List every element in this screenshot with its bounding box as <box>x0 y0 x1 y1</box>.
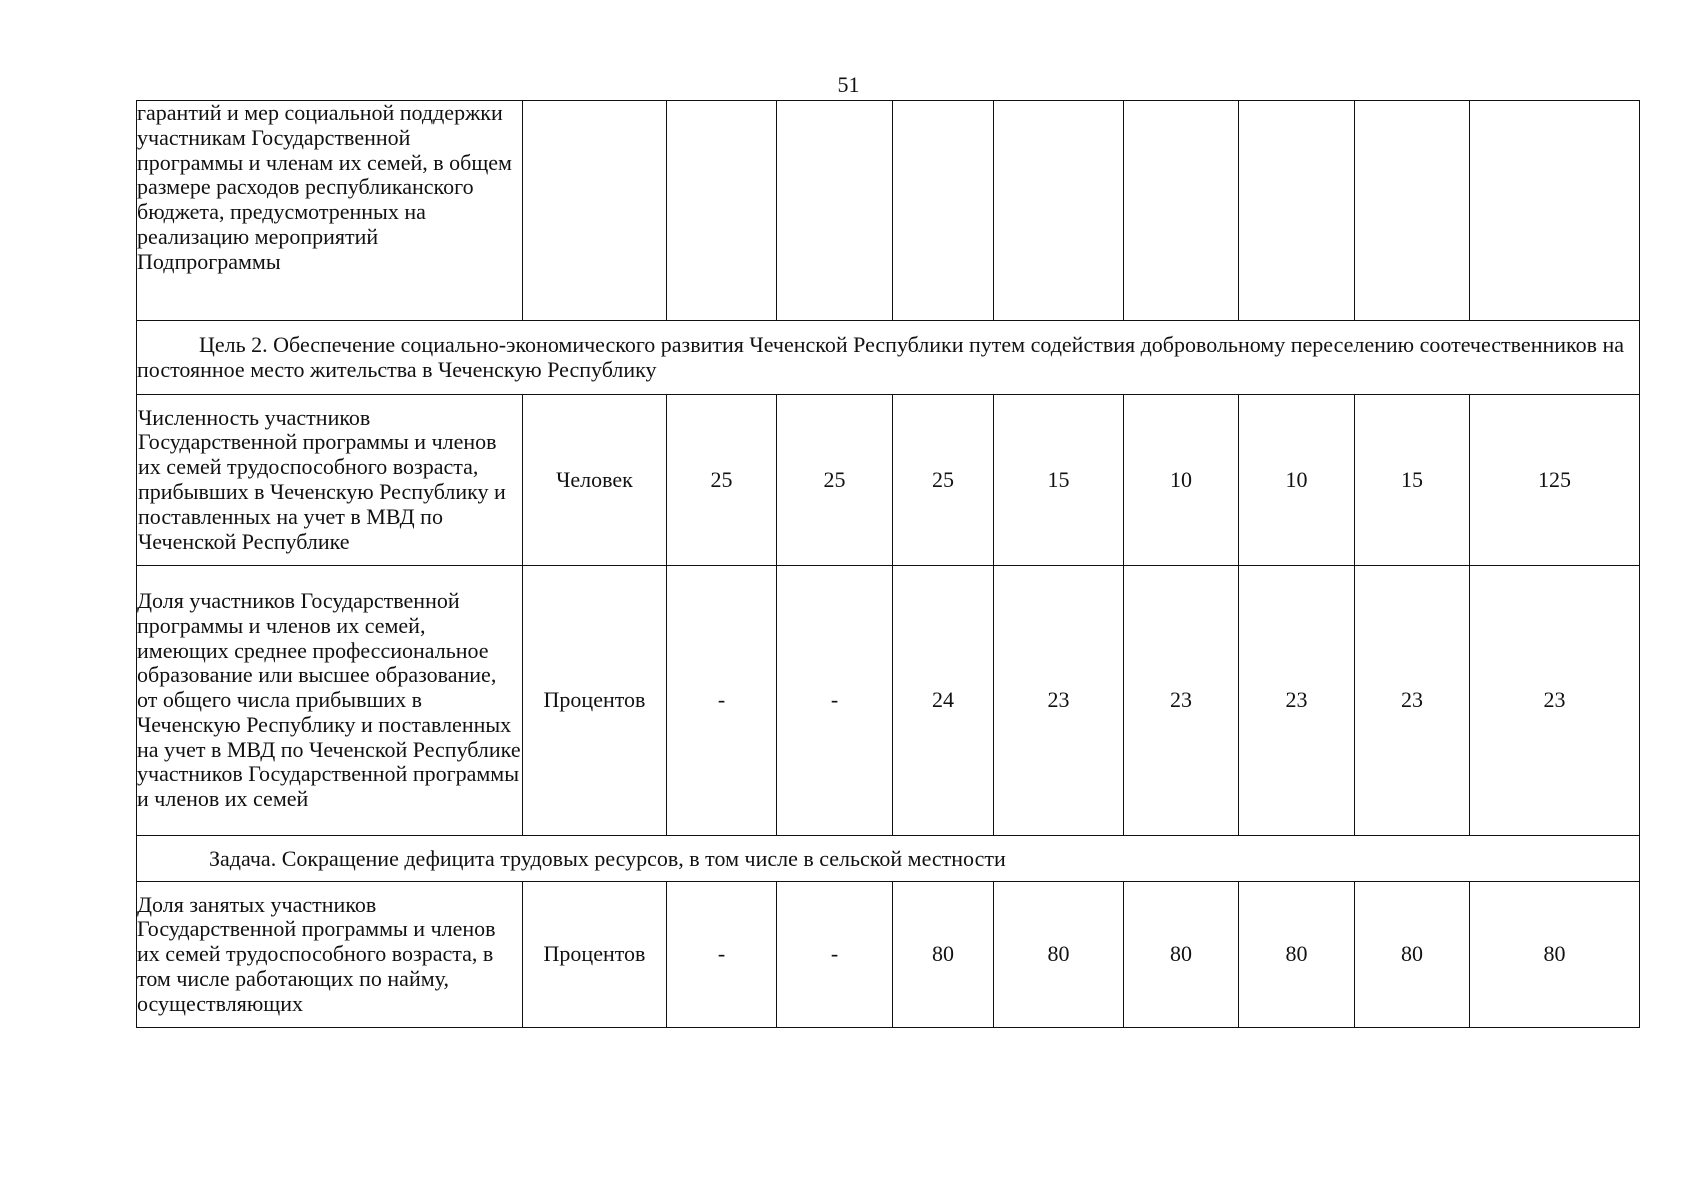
value-cell: 80 <box>893 882 994 1028</box>
indicator-label: Доля занятых участников Государственной программы и членов их семей трудоспособного возраста, в том числе работающих по найму, осуществляющих <box>137 882 523 1028</box>
unit-cell: Процентов <box>523 566 667 836</box>
indicator-label: Численность участников Государственной программы и членов их семей трудоспособного возраста, прибывших в Чеченскую Республику и поставленных на учет в МВД по Чеченской Республике <box>137 395 523 566</box>
value-cell <box>1124 101 1239 321</box>
unit-cell <box>523 101 667 321</box>
value-cell <box>667 101 777 321</box>
unit-cell: Процентов <box>523 882 667 1028</box>
value-cell: 80 <box>1470 882 1640 1028</box>
table-row <box>137 566 1640 836</box>
unit-cell: Человек <box>523 395 667 566</box>
value-cell: 80 <box>1124 882 1239 1028</box>
page-number: 51 <box>837 72 860 97</box>
value-cell <box>1355 101 1470 321</box>
value-cell: 15 <box>994 395 1124 566</box>
table-row <box>137 836 1640 882</box>
indicator-label: гарантий и мер социальной поддержки участникам Государственной программы и членам их семей, в общем размере расходов республиканского бюджета, предусмотренных на реализацию мероприятий Подпрограммы <box>137 101 523 321</box>
value-cell <box>994 101 1124 321</box>
value-cell: 24 <box>893 566 994 836</box>
value-cell: 15 <box>1355 395 1470 566</box>
value-cell: 25 <box>893 395 994 566</box>
value-cell <box>1470 101 1640 321</box>
table-row <box>137 882 1640 1028</box>
table-row <box>137 101 1640 321</box>
value-cell: - <box>667 566 777 836</box>
section-heading-text: Задача. Сокращение дефицита трудовых ресурсов, в том числе в сельской местности <box>209 846 1006 872</box>
value-cell: 23 <box>1355 566 1470 836</box>
value-cell: 23 <box>1239 566 1355 836</box>
value-cell: 125 <box>1470 395 1640 566</box>
value-cell <box>777 101 893 321</box>
value-cell: 80 <box>994 882 1124 1028</box>
value-cell: - <box>777 566 893 836</box>
table-row <box>137 395 1640 566</box>
value-cell: 25 <box>777 395 893 566</box>
value-cell: 23 <box>1470 566 1640 836</box>
value-cell: 25 <box>667 395 777 566</box>
section-heading <box>137 836 1640 882</box>
value-cell: 10 <box>1124 395 1239 566</box>
value-cell: 10 <box>1239 395 1355 566</box>
indicators-table <box>136 100 1640 1028</box>
value-cell <box>1239 101 1355 321</box>
value-cell: 23 <box>994 566 1124 836</box>
indicator-label: Доля участников Государственной программы и членов их семей, имеющих среднее профессиональное образование или высшее образование, от общего числа прибывших в Чеченскую Республику и поставленных на учет в МВД по Чеченской Республике участников Государственной программы и членов их семей <box>137 566 523 836</box>
table-row <box>137 321 1640 395</box>
section-heading-text: Цель 2. Обеспечение социально-экономического развития Чеченской Республики путем содействия добровольному переселению соотечественников на постоянное место жительства в Чеченскую Республику <box>137 331 1625 382</box>
value-cell: 23 <box>1124 566 1239 836</box>
value-cell: 80 <box>1239 882 1355 1028</box>
value-cell <box>893 101 994 321</box>
value-cell: - <box>667 882 777 1028</box>
section-heading <box>137 321 1640 395</box>
value-cell: 80 <box>1355 882 1470 1028</box>
value-cell: - <box>777 882 893 1028</box>
